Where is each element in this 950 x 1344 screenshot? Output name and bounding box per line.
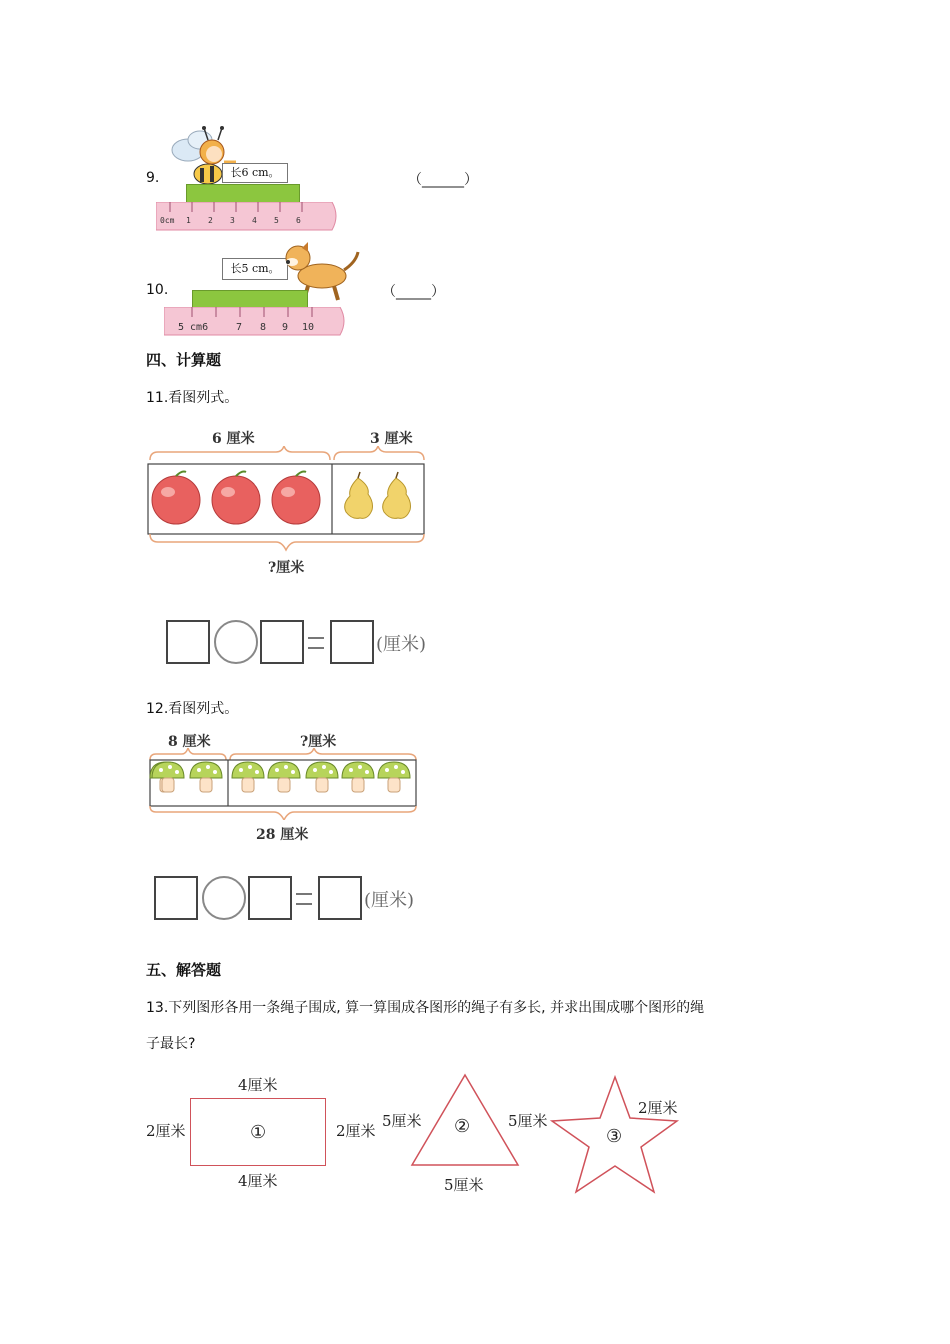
formula-box-1[interactable] xyxy=(154,876,198,920)
question-text-line-1: 13.下列图形各用一条绳子围成, 算一算围成各图形的绳子有多长, 并求出围成哪个图形的绳 xyxy=(146,1000,705,1016)
answer-blank[interactable]: （______） xyxy=(408,172,478,188)
ruler-label: 7 xyxy=(236,322,243,333)
answer-blank[interactable]: （_____） xyxy=(382,284,445,300)
ruler-label: 2 xyxy=(208,216,213,225)
star-id: ③ xyxy=(606,1126,623,1147)
rect-left-label: 2厘米 xyxy=(146,1122,186,1140)
formula-box-1[interactable] xyxy=(166,620,210,664)
ruler-label: 0cm xyxy=(160,216,175,225)
length-card xyxy=(222,163,288,183)
top-left-label: 8 厘米 xyxy=(168,734,211,750)
length-card-text: 长5 cm。 xyxy=(230,262,280,275)
bottom-label: 28 厘米 xyxy=(256,827,309,843)
rect-id: ① xyxy=(250,1122,267,1143)
ruler xyxy=(156,202,340,232)
ruler-label: 6 xyxy=(296,216,301,225)
ruler-label: 8 xyxy=(260,322,267,333)
ruler-label: 1 xyxy=(186,216,191,225)
top-left-label: 6 厘米 xyxy=(212,431,255,447)
equals-sign xyxy=(308,637,324,649)
top-right-label: 3 厘米 xyxy=(370,431,413,447)
rect-right-label: 2厘米 xyxy=(336,1122,376,1140)
fruit-diagram xyxy=(146,446,430,556)
question-number: 9. xyxy=(146,170,160,186)
length-card-text: 长6 cm。 xyxy=(230,166,280,179)
triangle-left-label: 5厘米 xyxy=(382,1112,422,1130)
question-text-line-2: 子最长? xyxy=(146,1036,196,1052)
triangle-right-label: 5厘米 xyxy=(508,1112,548,1130)
section-heading: 五、解答题 xyxy=(146,961,222,979)
question-title: 12.看图列式。 xyxy=(146,701,239,717)
formula-box-result[interactable] xyxy=(318,876,362,920)
mushroom-diagram xyxy=(146,748,422,820)
ruler-label: 5 xyxy=(274,216,279,225)
equals-sign xyxy=(296,893,312,905)
operator-circle[interactable] xyxy=(214,620,258,664)
formula-box-2[interactable] xyxy=(260,620,304,664)
ruler-label: 5 cm6 xyxy=(178,322,209,333)
unit-label: (厘米) xyxy=(364,890,415,911)
top-right-label: ?厘米 xyxy=(300,734,337,750)
star-edge-label: 2厘米 xyxy=(638,1099,678,1117)
ruler-label: 10 xyxy=(302,322,315,333)
question-number: 10. xyxy=(146,282,169,298)
rect-bottom-label: 4厘米 xyxy=(238,1172,278,1190)
triangle-id: ② xyxy=(454,1116,471,1137)
formula-box-result[interactable] xyxy=(330,620,374,664)
formula-box-2[interactable] xyxy=(248,876,292,920)
triangle-bottom-label: 5厘米 xyxy=(444,1176,484,1194)
unit-label: (厘米) xyxy=(376,634,427,655)
operator-circle[interactable] xyxy=(202,876,246,920)
question-title: 11.看图列式。 xyxy=(146,390,239,406)
section-heading: 四、计算题 xyxy=(146,351,222,369)
ruler-label: 3 xyxy=(230,216,235,225)
ruler-label: 9 xyxy=(282,322,289,333)
bottom-label: ?厘米 xyxy=(268,560,305,576)
ruler-label: 4 xyxy=(252,216,257,225)
rect-top-label: 4厘米 xyxy=(238,1076,278,1094)
